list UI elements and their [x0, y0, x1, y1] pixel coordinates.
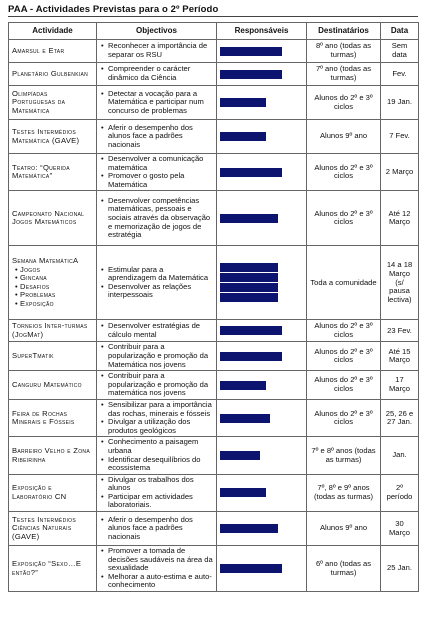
header-recipients: Destinatários	[307, 23, 381, 40]
activity-cell	[9, 63, 97, 86]
recipients-cell: Alunos do 2º e 3º ciclos	[307, 86, 381, 120]
header-objectives: Objectivos	[97, 23, 217, 40]
table-row	[9, 86, 419, 120]
objective-item: • Contribuir para a popularização e promoção da Matemática nos jovens	[108, 343, 213, 369]
activity-cell	[9, 474, 97, 511]
recipients-cell: Toda a comunidade	[307, 246, 381, 320]
responsible-cell	[217, 320, 307, 342]
objectives-list	[100, 343, 213, 369]
objectives-list	[100, 516, 213, 542]
objectives-cell	[97, 474, 217, 511]
activity-sub-item: • Desafios	[22, 283, 93, 292]
title-underline	[8, 16, 418, 17]
activity-name: Feira de Rochas Minerais e Fósseis	[12, 408, 75, 427]
redaction-bar	[220, 524, 278, 533]
objectives-list	[100, 155, 213, 189]
responsible-cell	[217, 437, 307, 474]
redaction-bar	[220, 168, 282, 177]
redaction-bar	[220, 70, 282, 79]
objective-item: • Desenvolver competências matemáticas, pessoais e sociais através da observação e memorização de jogos de estratégia	[108, 197, 213, 240]
objectives-list	[100, 42, 213, 59]
responsible-cell	[217, 191, 307, 246]
activity-cell	[9, 154, 97, 191]
responsible-cell	[217, 399, 307, 436]
objectives-list	[100, 322, 213, 339]
activity-name: Planetário Gulbenkian	[12, 68, 89, 78]
table-row	[9, 154, 419, 191]
objective-item: • Estimular para a aprendizagem da Matemática	[108, 266, 213, 283]
objective-item: • Compreender o carácter dinâmico da Ciência	[108, 65, 213, 82]
table-row	[9, 437, 419, 474]
date-cell: Até 15 Março	[381, 342, 419, 371]
objective-item: • Detectar a vocação para a Matemática e participar num concurso de problemas	[108, 90, 213, 116]
activity-sub-list	[12, 266, 93, 309]
activity-cell	[9, 371, 97, 400]
activity-name: Testes Intermédios Matemática (GAVE)	[12, 126, 80, 145]
objectives-cell	[97, 399, 217, 436]
objectives-list	[100, 372, 213, 398]
objective-item: • Desenvolver as relações interpessoais	[108, 283, 213, 300]
objective-item: • Divulgar a utilização dos produtos geológicos	[108, 418, 213, 435]
redaction-bar	[220, 293, 278, 302]
activity-cell	[9, 437, 97, 474]
date-cell: Fev.	[381, 63, 419, 86]
table-row	[9, 246, 419, 320]
activity-sub-item: • Problemas	[22, 291, 93, 300]
objectives-list	[100, 90, 213, 116]
objective-item: • Identificar desequilíbrios do ecossistema	[108, 456, 213, 473]
date-cell: 2º período	[381, 474, 419, 511]
redaction-bar	[220, 381, 266, 390]
date-cell: Sem data	[381, 40, 419, 63]
redaction-bar	[220, 564, 282, 573]
header-activity: Actividade	[9, 23, 97, 40]
objective-item: • Promover o gosto pela Matemática	[108, 172, 213, 189]
objectives-cell	[97, 40, 217, 63]
table-row	[9, 512, 419, 546]
activity-name: Semana MatemáticA	[12, 256, 79, 266]
activity-sub-item: • Jogos	[22, 266, 93, 275]
activity-name: Exposição “Sexo…E então?”	[12, 558, 82, 577]
objectives-list	[100, 197, 213, 240]
objective-item: • Promover a tomada de decisões saudáveis na área da sexualidade	[108, 547, 213, 573]
objectives-list	[100, 266, 213, 300]
objectives-list	[100, 547, 213, 590]
activity-cell	[9, 399, 97, 436]
activity-cell	[9, 191, 97, 246]
table-row	[9, 120, 419, 154]
table-row	[9, 320, 419, 342]
objectives-list	[100, 124, 213, 150]
redaction-bar	[220, 488, 266, 497]
responsible-cell	[217, 546, 307, 592]
redaction-bar	[220, 352, 282, 361]
objective-item: • Contribuir para a popularização e promoção da matemática nos jovens	[108, 372, 213, 398]
redaction-bar	[220, 414, 270, 423]
activities-table	[8, 22, 419, 592]
activity-cell	[9, 246, 97, 320]
activity-name: Olimpíadas Portuguesas da Matemática	[12, 88, 66, 115]
date-cell: 7 Fev.	[381, 120, 419, 154]
date-cell: 2 Março	[381, 154, 419, 191]
objective-item: • Conhecimento a paisagem urbana	[108, 438, 213, 455]
activity-cell	[9, 512, 97, 546]
table-row	[9, 63, 419, 86]
redaction-bar	[220, 451, 260, 460]
recipients-cell: 8º ano (todas as turmas)	[307, 40, 381, 63]
recipients-cell: Alunos do 2º e 3º ciclos	[307, 320, 381, 342]
activity-cell	[9, 320, 97, 342]
redaction-bar	[220, 263, 278, 272]
recipients-cell: 7º ano (todas as turmas)	[307, 63, 381, 86]
objective-item: • Sensibilizar para a importância das rochas, minerais e fósseis	[108, 401, 213, 418]
responsible-cell	[217, 120, 307, 154]
objectives-cell	[97, 512, 217, 546]
objectives-cell	[97, 63, 217, 86]
objective-item: • Desenvolver a comunicação matemática	[108, 155, 213, 172]
responsible-cell	[217, 371, 307, 400]
page-title: PAA - Actividades Previstas para o 2º Período	[8, 4, 219, 15]
date-cell: Jan.	[381, 437, 419, 474]
recipients-cell: Alunos do 2º e 3º ciclos	[307, 154, 381, 191]
objectives-cell	[97, 191, 217, 246]
activity-name: Exposição e Laboratório CN	[12, 483, 67, 501]
activity-name: Torneios Inter-turmas (JogMat)	[12, 321, 88, 339]
activity-name: Teatro: “Querida Matemática”	[12, 162, 70, 181]
objective-item: • Aferir o desempenho dos alunos face a padrões nacionais	[108, 124, 213, 150]
redaction-bar	[220, 47, 282, 56]
redaction-bar	[220, 98, 266, 107]
table-body	[9, 40, 419, 592]
responsible-cell	[217, 154, 307, 191]
table-row	[9, 191, 419, 246]
objectives-cell	[97, 86, 217, 120]
recipients-cell: Alunos do 2º e 3º ciclos	[307, 191, 381, 246]
objectives-list	[100, 438, 213, 472]
objective-item: • Desenvolver estratégias de cálculo mental	[108, 322, 213, 339]
recipients-cell: 6º ano (todas as turmas)	[307, 546, 381, 592]
table-row	[9, 399, 419, 436]
redaction-bar	[220, 214, 278, 223]
date-cell: 25, 26 e 27 Jan.	[381, 399, 419, 436]
recipients-cell: Alunos 9º ano	[307, 512, 381, 546]
objectives-list	[100, 65, 213, 82]
objective-item: • Reconhecer a importância de separar os RSU	[108, 42, 213, 59]
activity-cell	[9, 546, 97, 592]
table-row	[9, 371, 419, 400]
objectives-list	[100, 476, 213, 510]
activity-cell	[9, 86, 97, 120]
responsible-cell	[217, 86, 307, 120]
activity-name: Canguru Matemático	[12, 379, 82, 389]
responsible-cell	[217, 63, 307, 86]
recipients-cell: Alunos do 2º e 3º ciclos	[307, 342, 381, 371]
responsible-cell	[217, 474, 307, 511]
recipients-cell: Alunos 9º ano	[307, 120, 381, 154]
objectives-cell	[97, 246, 217, 320]
date-cell: 14 a 18 Março (s/ pausa lectiva)	[381, 246, 419, 320]
activity-name: Amarsul e Etar	[12, 45, 65, 55]
activity-sub-item: • Gincana	[22, 274, 93, 283]
activity-name: Campeonato Nacional Jogos Matemáticos	[12, 208, 85, 227]
objectives-cell	[97, 320, 217, 342]
responsible-cell	[217, 512, 307, 546]
table-row	[9, 474, 419, 511]
date-cell: 23 Fev.	[381, 320, 419, 342]
header-date: Data	[381, 23, 419, 40]
objective-item: • Aferir o desempenho dos alunos face a padrões nacionais	[108, 516, 213, 542]
redaction-bar	[220, 132, 266, 141]
recipients-cell: Alunos do 2º e 3º ciclos	[307, 371, 381, 400]
activity-name: Barreiro Velho e Zona Ribeirinha	[12, 445, 90, 464]
objectives-cell	[97, 546, 217, 592]
activity-name: SuperTmatik	[12, 350, 54, 360]
activity-cell	[9, 40, 97, 63]
redaction-bar	[220, 273, 278, 282]
date-cell: 30 Março	[381, 512, 419, 546]
objectives-cell	[97, 120, 217, 154]
date-cell: 19 Jan.	[381, 86, 419, 120]
activity-sub-item: • Exposição	[22, 300, 93, 309]
objectives-cell	[97, 371, 217, 400]
table-row	[9, 342, 419, 371]
redaction-bar	[220, 326, 282, 335]
table-row	[9, 546, 419, 592]
recipients-cell: 7º, 8º e 9º anos (todas as turmas)	[307, 474, 381, 511]
recipients-cell: Alunos do 2º e 3º ciclos	[307, 399, 381, 436]
objectives-cell	[97, 154, 217, 191]
objectives-list	[100, 401, 213, 435]
objective-item: • Melhorar a auto-estima e auto-conhecimento	[108, 573, 213, 590]
table-header-row	[9, 23, 419, 40]
recipients-cell: 7º e 8º anos (todas as turmas)	[307, 437, 381, 474]
table-row	[9, 40, 419, 63]
objective-item: • Divulgar os trabalhos dos alunos	[108, 476, 213, 493]
date-cell: 25 Jan.	[381, 546, 419, 592]
activity-cell	[9, 342, 97, 371]
objective-item: • Participar em actividades laboratoriais.	[108, 493, 213, 510]
responsible-cell	[217, 40, 307, 63]
activity-cell	[9, 120, 97, 154]
activity-name: Testes Intermédios Ciências Naturais (GAVE)	[12, 514, 76, 541]
responsible-cell	[217, 246, 307, 320]
date-cell: 17 Março	[381, 371, 419, 400]
objectives-cell	[97, 342, 217, 371]
objectives-cell	[97, 437, 217, 474]
date-cell: Até 12 Março	[381, 191, 419, 246]
header-responsible: Responsáveis	[217, 23, 307, 40]
redaction-bar	[220, 283, 278, 292]
responsible-cell	[217, 342, 307, 371]
